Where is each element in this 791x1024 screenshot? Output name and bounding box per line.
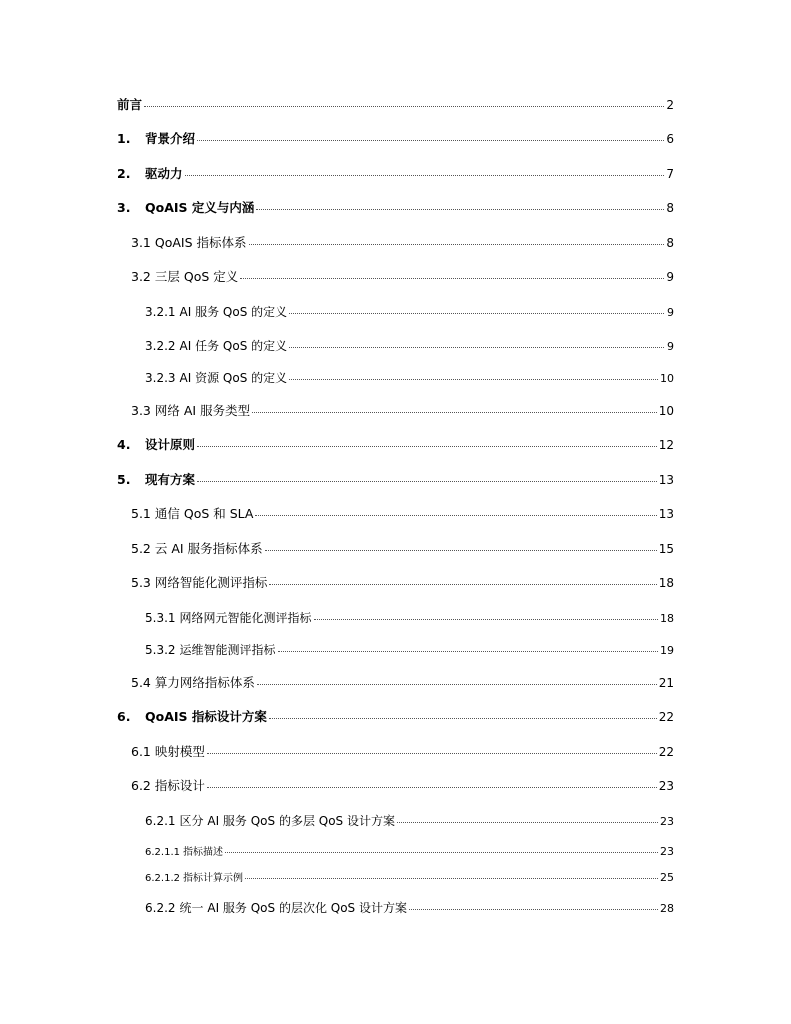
toc-title: 网络智能化测评指标 (154, 575, 268, 590)
toc-number: 6.2.1.1 (145, 847, 180, 858)
toc-entry[interactable] (145, 612, 674, 624)
toc-entry[interactable] (131, 271, 674, 284)
dot-leader (197, 140, 664, 141)
toc-title: 指标描述 (183, 847, 223, 858)
toc-entry[interactable] (117, 99, 674, 112)
toc-entry[interactable] (131, 543, 674, 556)
toc-page-number: 21 (658, 676, 674, 690)
toc-entry[interactable] (117, 168, 674, 181)
toc-title: 网络 AI 服务类型 (154, 403, 251, 418)
toc-page-number: 18 (660, 612, 674, 625)
toc-number: 3.1 (131, 235, 151, 250)
toc-page-number: 18 (658, 576, 674, 590)
toc-number: 6.1 (131, 744, 151, 759)
toc-title: 指标计算示例 (183, 873, 243, 884)
toc-number: 1. (117, 131, 131, 146)
dot-leader (289, 313, 664, 314)
toc-number: 6.2.1 (145, 814, 176, 828)
dot-leader (185, 175, 664, 176)
toc-title: 通信 QoS 和 SLA (154, 506, 254, 521)
toc-title: AI 服务 QoS 的定义 (179, 305, 288, 319)
dot-leader (245, 878, 658, 879)
dot-leader (225, 852, 658, 853)
toc-number: 3.2.1 (145, 305, 176, 319)
dot-leader (240, 278, 664, 279)
dot-leader (265, 550, 657, 551)
toc-title: 网络网元智能化测评指标 (179, 611, 312, 625)
toc-number: 3. (117, 200, 131, 215)
toc-title: 设计原则 (145, 437, 196, 452)
toc-page-number: 13 (658, 473, 674, 487)
dot-leader (249, 244, 664, 245)
toc-page-number: 23 (658, 779, 674, 793)
dot-leader (269, 718, 657, 719)
toc-entry[interactable] (131, 746, 674, 759)
toc-title: 指标设计 (154, 778, 205, 793)
toc-page-number: 2 (666, 98, 674, 112)
toc-entry[interactable] (131, 405, 674, 418)
toc-entry[interactable] (131, 577, 674, 590)
toc-page-number: 19 (660, 644, 674, 657)
dot-leader (289, 379, 658, 380)
toc-entry[interactable] (145, 644, 674, 656)
dot-leader (269, 584, 656, 585)
toc-entry[interactable] (145, 872, 674, 884)
toc-title: AI 任务 QoS 的定义 (179, 339, 288, 353)
toc-number: 5.3.2 (145, 643, 176, 657)
toc-page-number: 10 (660, 372, 674, 385)
toc-page-number: 8 (666, 236, 674, 250)
toc-number: 2. (117, 166, 131, 181)
toc-number: 5.2 (131, 541, 151, 556)
toc-title: 三层 QoS 定义 (154, 269, 239, 284)
toc-number: 6.2.2 (145, 901, 176, 915)
dot-leader (256, 209, 664, 210)
toc-entry[interactable] (117, 439, 674, 452)
toc-entry[interactable] (145, 902, 674, 914)
dot-leader (314, 619, 658, 620)
toc-number: 3.2.2 (145, 339, 176, 353)
toc-page-number: 22 (658, 745, 674, 759)
toc-entry[interactable] (131, 237, 674, 250)
toc-entry[interactable] (145, 306, 674, 318)
toc-title: 统一 AI 服务 QoS 的层次化 QoS 设计方案 (179, 901, 407, 915)
toc-title: 映射模型 (154, 744, 205, 759)
dot-leader (144, 106, 664, 107)
toc-title: 区分 AI 服务 QoS 的多层 QoS 设计方案 (179, 814, 395, 828)
toc-page-number: 25 (660, 871, 674, 884)
toc-title: 驱动力 (145, 166, 183, 181)
toc-number: 6.2.1.2 (145, 873, 180, 884)
toc-entry[interactable] (131, 508, 674, 521)
toc-number: 3.2 (131, 269, 151, 284)
dot-leader (255, 515, 656, 516)
toc-page-number: 8 (666, 201, 674, 215)
toc-number: 5.4 (131, 675, 151, 690)
toc-page-number: 12 (658, 438, 674, 452)
toc-entry[interactable] (117, 133, 674, 146)
dot-leader (197, 481, 657, 482)
toc-page-number: 23 (660, 845, 674, 858)
dot-leader (257, 684, 657, 685)
dot-leader (207, 753, 657, 754)
toc-page-number: 7 (666, 167, 674, 181)
dot-leader (409, 909, 658, 910)
toc-page-number: 9 (667, 306, 674, 319)
toc-entry[interactable] (145, 815, 674, 827)
toc-entry[interactable] (117, 202, 674, 215)
toc-entry[interactable] (117, 711, 674, 724)
toc-title: 现有方案 (145, 472, 196, 487)
toc-number: 5.3.1 (145, 611, 176, 625)
toc-page-number: 9 (666, 270, 674, 284)
toc-title: 前言 (117, 97, 143, 112)
dot-leader (278, 651, 658, 652)
toc-title: 背景介绍 (145, 131, 196, 146)
toc-title: 运维智能测评指标 (179, 643, 276, 657)
toc-page-number: 22 (658, 710, 674, 724)
toc-page-number: 10 (658, 404, 674, 418)
toc-entry[interactable] (145, 372, 674, 384)
toc-title: 算力网络指标体系 (154, 675, 255, 690)
toc-entry[interactable] (131, 780, 674, 793)
toc-page-number: 13 (658, 507, 674, 521)
toc-entry[interactable] (131, 677, 674, 690)
toc-page-number: 9 (667, 340, 674, 353)
toc-title: AI 资源 QoS 的定义 (179, 371, 288, 385)
dot-leader (207, 787, 657, 788)
toc-number: 6. (117, 709, 131, 724)
toc-title: QoAIS 定义与内涵 (145, 200, 255, 215)
toc-page-number: 28 (660, 902, 674, 915)
toc-entry[interactable] (145, 340, 674, 352)
toc-number: 3.2.3 (145, 371, 176, 385)
dot-leader (289, 347, 664, 348)
toc-number: 5.1 (131, 506, 151, 521)
dot-leader (397, 822, 658, 823)
toc-title: QoAIS 指标体系 (154, 235, 247, 250)
toc-number: 5.3 (131, 575, 151, 590)
toc-entry[interactable] (117, 474, 674, 487)
toc-number: 6.2 (131, 778, 151, 793)
toc-page-number: 23 (660, 815, 674, 828)
toc-title: 云 AI 服务指标体系 (154, 541, 263, 556)
toc-title: QoAIS 指标设计方案 (145, 709, 267, 724)
toc-page-number: 6 (666, 132, 674, 146)
toc-number: 5. (117, 472, 131, 487)
dot-leader (252, 412, 657, 413)
dot-leader (197, 446, 657, 447)
toc-page-number: 15 (658, 542, 674, 556)
toc-number: 3.3 (131, 403, 151, 418)
toc-number: 4. (117, 437, 131, 452)
toc-entry[interactable] (145, 846, 674, 858)
